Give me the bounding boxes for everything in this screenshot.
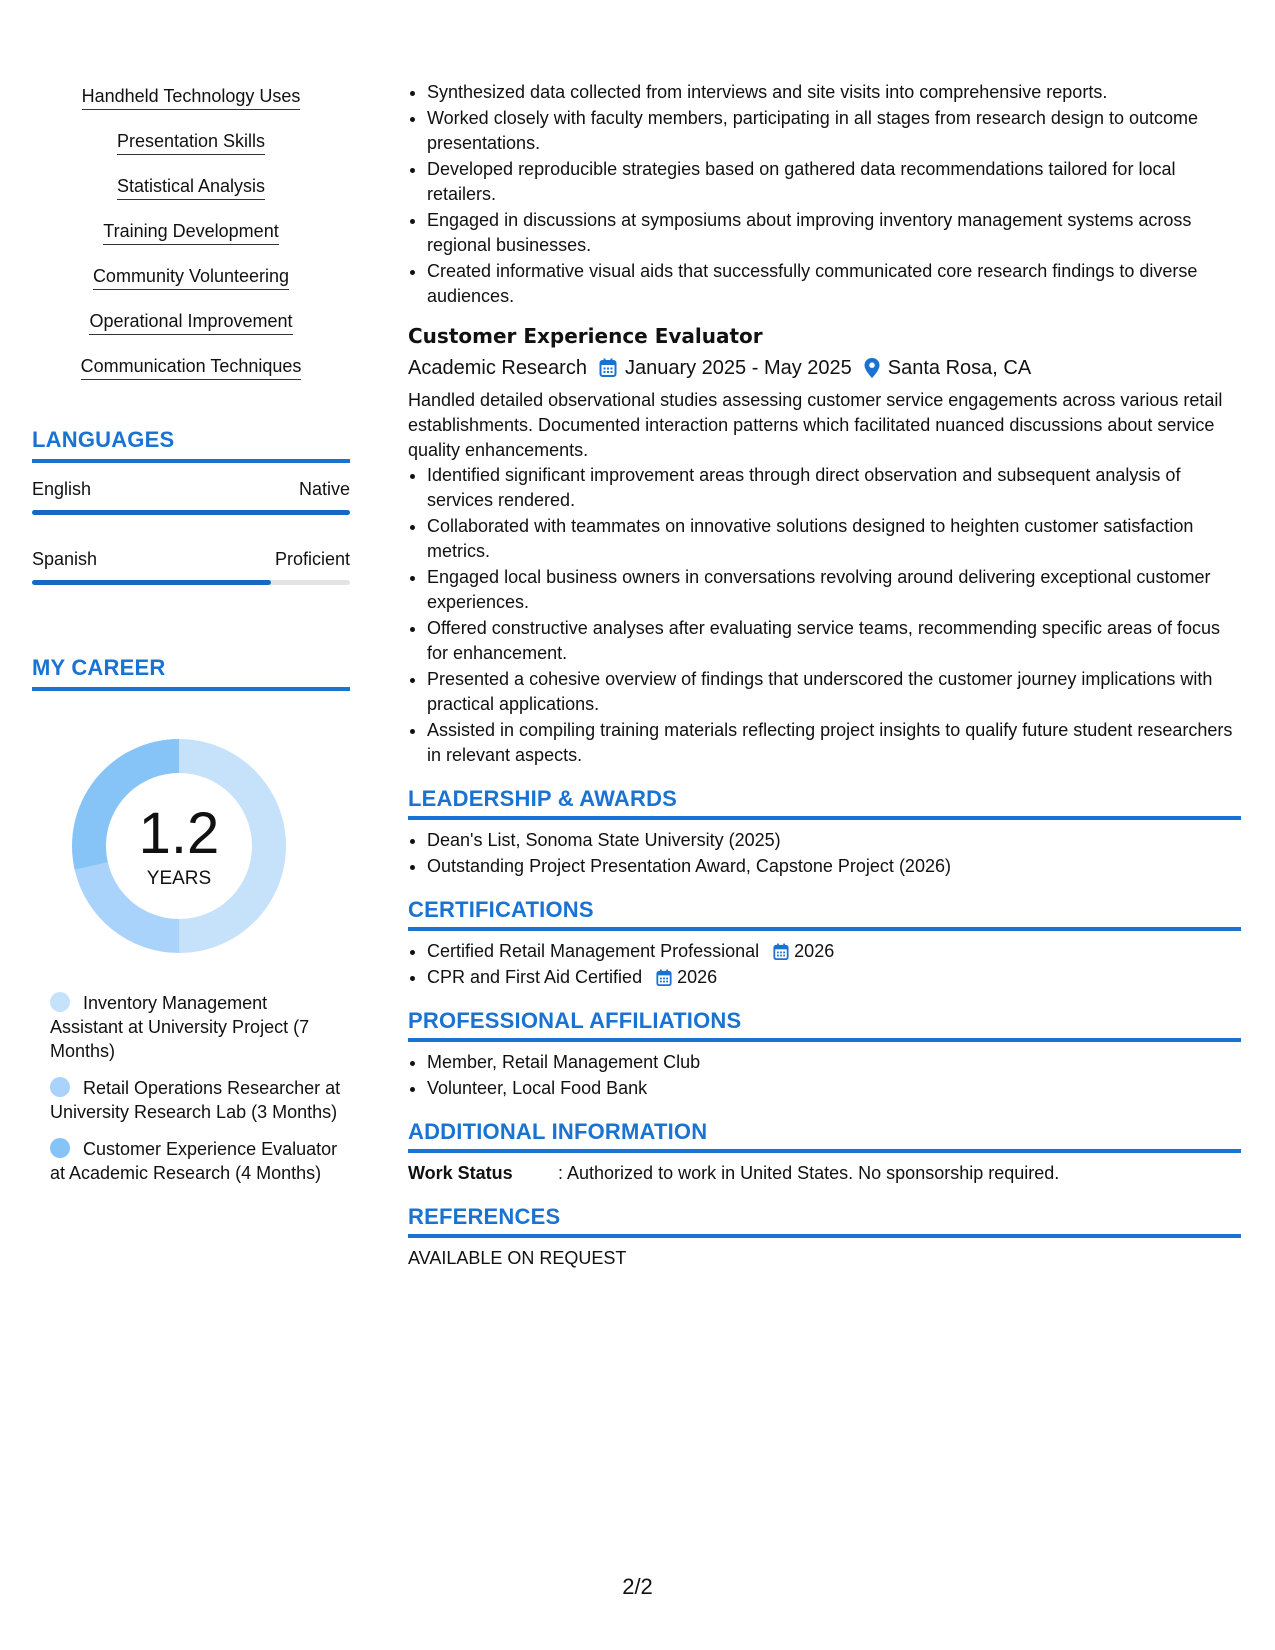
legend-item [50, 1137, 342, 1185]
affiliations-heading: PROFESSIONAL AFFILIATIONS [408, 1008, 1241, 1042]
language-bar-fill [32, 580, 271, 585]
skill-item: Training Development [103, 219, 278, 245]
list-item: • Outstanding Project Presentation Award, Capstone Project (2026) [427, 854, 1241, 879]
list-item: • Engaged local business owners in conversations revolving around delivering exceptional customer experiences. [427, 565, 1241, 615]
legend-item [50, 1076, 342, 1124]
cert-name: • Certified Retail Management Professional [427, 941, 760, 961]
legend-dot [50, 1077, 70, 1097]
language-bar [32, 580, 350, 585]
skill-item: Presentation Skills [117, 129, 265, 155]
legend-label: Retail Operations Researcher at University Research Lab (3 Months) [50, 1078, 341, 1122]
leadership-heading: LEADERSHIP & AWARDS [408, 786, 1241, 820]
list-item: • Engaged in discussions at symposiums about improving inventory management systems across regional businesses. [427, 208, 1241, 258]
donut-svg [64, 731, 294, 961]
language-bar-fill [32, 510, 350, 515]
list-item: • Identified significant improvement areas through direct observation and subsequent analysis of services rendered. [427, 463, 1241, 513]
work-status-row [408, 1161, 1241, 1186]
page-number: 2/2 [622, 1574, 653, 1599]
career-heading: MY CAREER [32, 655, 350, 691]
language-name: English [32, 479, 92, 499]
left-column [32, 84, 350, 1198]
job-title: Customer Experience Evaluator [408, 324, 763, 348]
list-item: • Dean's List, Sonoma State University (2025) [427, 828, 1241, 853]
cert-year: 2026 [677, 967, 718, 987]
references-text: AVAILABLE ON REQUEST [408, 1248, 627, 1268]
career-total-unit: YEARS [146, 868, 212, 889]
legend-label: Customer Experience Evaluator at Academic Research (4 Months) [50, 1139, 338, 1183]
language-level: Proficient [274, 549, 350, 569]
calendar-icon [656, 969, 672, 987]
legend-dot [50, 992, 70, 1012]
career-donut-chart [64, 731, 294, 961]
list-item [427, 965, 1241, 990]
cert-year: 2026 [794, 941, 835, 961]
legend-item [50, 991, 342, 1063]
skill-item: Handheld Technology Uses [82, 84, 301, 110]
job-meta [408, 354, 1241, 382]
job-company: Academic Research [408, 357, 587, 379]
career-total-value: 1.2 [138, 801, 220, 866]
language-level: Native [298, 479, 350, 499]
languages-heading: LANGUAGES [32, 427, 350, 463]
list-item: • Assisted in compiling training materials reflecting project insights to qualify future student researchers in relevant aspects. [427, 718, 1241, 768]
calendar-icon [599, 358, 617, 378]
references-section [408, 1204, 1241, 1271]
skills-list [32, 84, 350, 399]
language-item [32, 477, 350, 515]
job-location: Santa Rosa, CA [887, 357, 1032, 379]
skill-item: Communication Techniques [81, 354, 302, 380]
job-bullets [408, 463, 1241, 768]
leadership-section [408, 786, 1241, 879]
list-item: • Presented a cohesive overview of findings that underscored the customer journey implications with practical applications. [427, 667, 1241, 717]
skill-item: Statistical Analysis [117, 174, 265, 200]
affiliations-section [408, 1008, 1241, 1101]
additional-info-heading: ADDITIONAL INFORMATION [408, 1119, 1241, 1153]
languages-section [32, 427, 350, 585]
list-item: • Volunteer, Local Food Bank [427, 1076, 1241, 1101]
list-item: • Worked closely with faculty members, participating in all stages from research design to outcome presentations. [427, 106, 1241, 156]
certifications-heading: CERTIFICATIONS [408, 897, 1241, 931]
location-pin-icon [864, 358, 880, 378]
list-item: • Collaborated with teammates on innovative solutions designed to heighten customer satisfaction metrics. [427, 514, 1241, 564]
legend-dot [50, 1138, 70, 1158]
language-item [32, 547, 350, 585]
skill-item: Community Volunteering [93, 264, 289, 290]
list-item: • Developed reproducible strategies based on gathered data recommendations tailored for local retailers. [427, 157, 1241, 207]
right-column [408, 80, 1241, 1271]
language-bar [32, 510, 350, 515]
list-item: • Member, Retail Management Club [427, 1050, 1241, 1075]
previous-job-bullets [408, 80, 1241, 309]
list-item [427, 939, 1241, 964]
language-name: Spanish [32, 549, 98, 569]
list-item: • Synthesized data collected from interviews and site visits into comprehensive reports. [427, 80, 1241, 105]
job-entry [408, 322, 1241, 768]
list-item: • Created informative visual aids that successfully communicated core research findings to diverse audiences. [427, 259, 1241, 309]
references-heading: REFERENCES [408, 1204, 1241, 1238]
list-item: • Offered constructive analyses after evaluating service teams, recommending specific areas of focus for enhancement. [427, 616, 1241, 666]
career-section [32, 655, 350, 1185]
work-status-value: : Authorized to work in United States. No sponsorship required. [558, 1163, 1060, 1183]
calendar-icon [773, 943, 789, 961]
job-dates: January 2025 - May 2025 [624, 357, 852, 379]
work-status-label: Work Status [408, 1163, 513, 1183]
skill-item: Operational Improvement [89, 309, 292, 335]
additional-info-section [408, 1119, 1241, 1186]
cert-name: • CPR and First Aid Certified [427, 967, 643, 987]
job-description: Handled detailed observational studies assessing customer service engagements across various retail establishments. Documented interaction patterns which facilitated nuanced discussions about service quality enhancements. [408, 390, 1223, 460]
legend-label: Inventory Management Assistant at University Project (7 Months) [50, 993, 310, 1061]
career-legend [32, 991, 342, 1185]
certifications-section [408, 897, 1241, 990]
